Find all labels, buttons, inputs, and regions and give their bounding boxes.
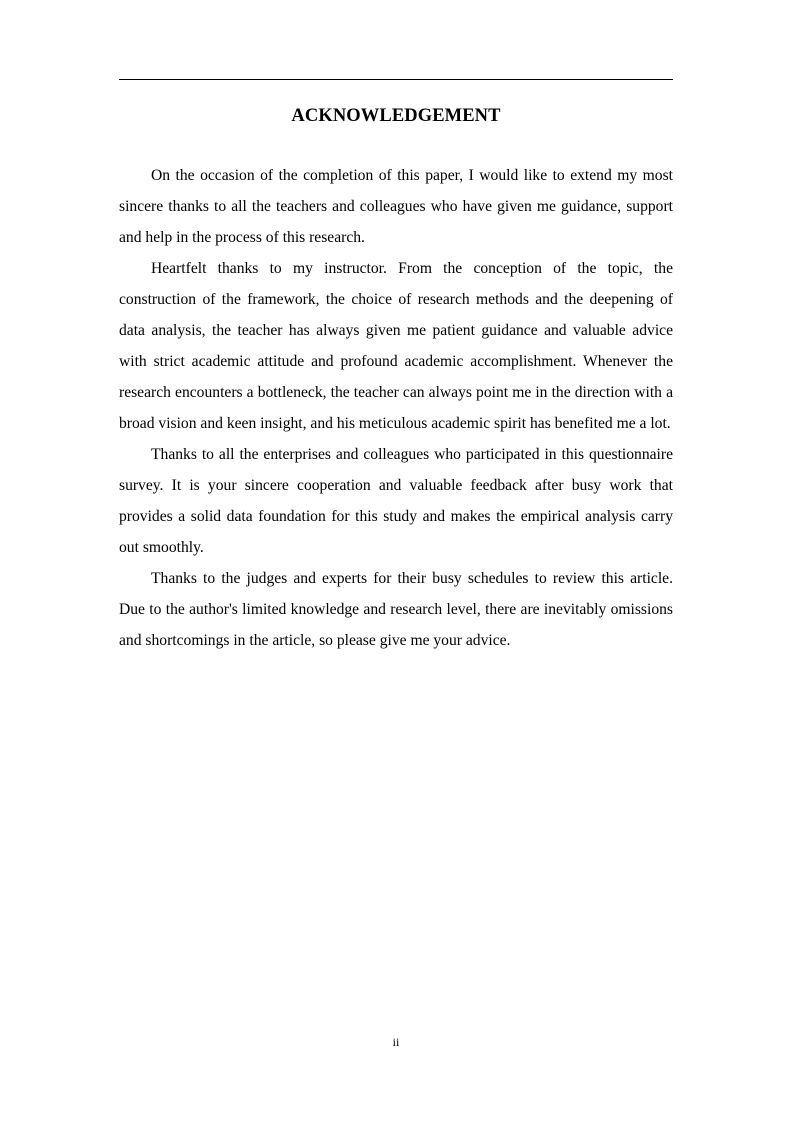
header-rule	[119, 79, 673, 80]
paragraph-2: Heartfelt thanks to my instructor. From the conception of the topic, the construction of the framework, the choice of research methods and the deepening of data analysis, the teacher has always given me patient guidance and valuable advice with strict academic attitude and profound academic accomplishment. Whenever the research encounters a bottleneck, the teacher can always point me in the direction with a broad vision and keen insight, and his meticulous academic spirit has benefited me a lot.	[119, 260, 673, 432]
page-number: ii	[392, 1035, 400, 1049]
acknowledgement-body	[119, 160, 673, 656]
paragraph-3: Thanks to all the enterprises and colleagues who participated in this questionnaire survey. It is your sincere cooperation and valuable feedback after busy work that provides a solid data foundation for this study and makes the empirical analysis carry out smoothly.	[119, 446, 673, 556]
paragraph-4: Thanks to the judges and experts for their busy schedules to review this article. Due to the author's limited knowledge and research level, there are inevitably omissions and shortcomings in the article, so please give me your advice.	[119, 570, 673, 649]
paragraph-1: On the occasion of the completion of this paper, I would like to extend my most sincere thanks to all the teachers and colleagues who have given me guidance, support and help in the process of this research.	[119, 167, 673, 246]
page-title: ACKNOWLEDGEMENT	[291, 106, 501, 126]
